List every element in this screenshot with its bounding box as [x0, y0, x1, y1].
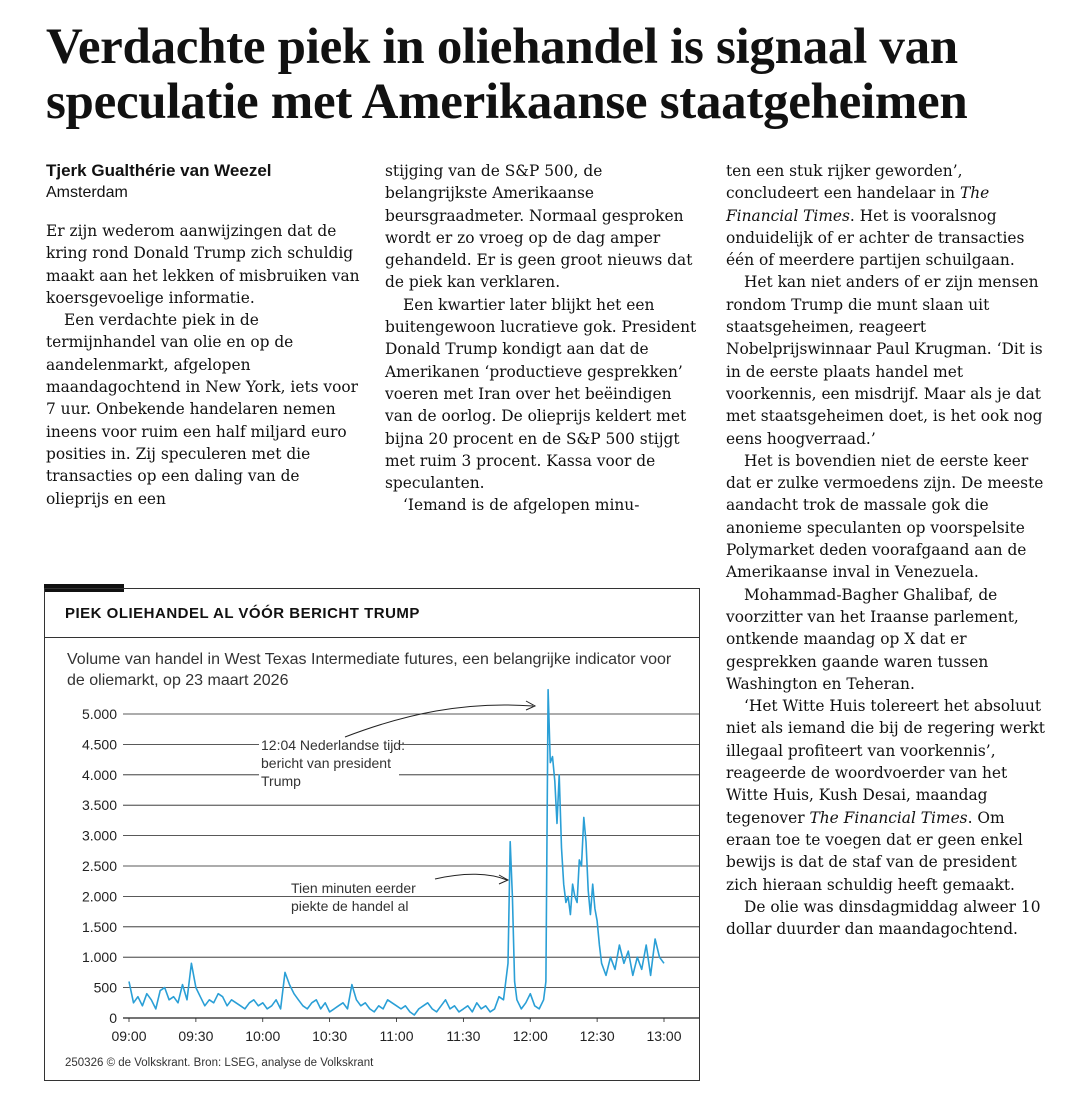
x-tick-label: 12:00 [512, 1028, 548, 1044]
y-tick-label: 500 [93, 979, 117, 996]
x-tick-label: 09:30 [178, 1028, 214, 1044]
annotation-trump-arrow [345, 705, 533, 737]
annotation-early-arrow [435, 874, 507, 880]
chart-subtitle: Volume van handel in West Texas Intermediate futures, een belangrijke indicator voor de oliemarkt, op 23 maart 2026 [67, 651, 672, 689]
article-paragraph: Mohammad-Bagher Ghalibaf, de voorzitter van het Iraanse parlement, ontkende maandag op X dat er gesprekken gaande waren tussen Washington en Teheran. [726, 585, 1019, 693]
y-tick-label: 4.500 [81, 736, 117, 753]
article-paragraph: Een kwartier later blijkt het een buitengewoon lucratieve gok. President Donald Trump kondigt aan dat de Amerikanen ‘productieve gesprekken’ voeren met Iran over het beëindigen van de oorlog. De olieprijs keldert met bijna 20 procent en de S&P 500 stijgt met ruim 3 procent. Kassa voor de speculanten. [385, 295, 697, 493]
chart-plot [45, 589, 699, 1080]
x-tick-label: 13:00 [646, 1028, 682, 1044]
text-run: . Het is vooralsnog onduidelijk of er achter de transacties één of meerdere partijen schuilgaan. [726, 206, 1025, 270]
annotation-trump-text: bericht van president [261, 755, 391, 771]
y-tick-label: 1.000 [81, 949, 117, 966]
article-paragraph [726, 695, 1046, 896]
annotation-early-arrowhead [499, 875, 508, 884]
annotation-trump-text: 12:04 Nederlandse tijd: [261, 737, 405, 753]
y-tick-label: 3.000 [81, 827, 117, 844]
publication-name: The Financial Times [726, 184, 990, 225]
text-run: . Om eraan toe te voegen dat er geen enkel bewijs is dat de staf van de president zich hieraan schuldig heeft gemaakt. [726, 808, 1023, 894]
y-tick-label: 3.500 [81, 797, 117, 814]
x-tick-label: 11:30 [446, 1028, 481, 1044]
chart-title: PIEK OLIEHANDEL AL VÓÓR BERICHT TRUMP [65, 605, 420, 622]
x-tick-label: 12:30 [579, 1028, 615, 1044]
annotation-early-text: piekte de handel al [291, 898, 409, 914]
article-paragraph: De olie was dinsdagmiddag alweer 10 dollar duurder dan maandagochtend. [726, 897, 1041, 939]
article-column-2 [385, 160, 703, 517]
headline [46, 20, 1056, 130]
text-run: ten een stuk rijker geworden’, concludeert een handelaar in [726, 162, 963, 203]
byline-place: Amsterdam [46, 184, 128, 201]
annotation-early-text: Tien minuten eerder [291, 880, 416, 896]
x-tick-label: 10:30 [312, 1028, 348, 1044]
headline-line-2: speculatie met Amerikaanse staatgeheimen [46, 74, 968, 130]
article-paragraph: Een verdachte piek in de termijnhandel van olie en op de aandelenmarkt, afgelopen maandagochtend in New York, iets voor 7 uur. Onbekende handelaren nemen ineens voor ruim een half miljard euro posities in. Zij speculeren met die transacties op een daling van de olieprijs en een [46, 311, 358, 508]
headline-line-1: Verdachte piek in oliehandel is signaal van [46, 19, 958, 75]
chart-source: 250326 © de Volkskrant. Bron: LSEG, analyse de Volkskrant [65, 1057, 374, 1069]
y-tick-label: 2.000 [81, 888, 117, 905]
x-tick-label: 11:00 [379, 1028, 414, 1044]
y-tick-label: 5.000 [81, 706, 117, 722]
article-paragraph: Het kan niet anders of er zijn mensen rondom Trump die munt slaan uit staatsgeheimen, reageert Nobelprijswinnaar Paul Krugman. ‘Dit is in de eerste plaats handel met voorkennis, een misdrijf. Maar als je dat met staatsgeheimen doet, is het ook nog eens hoogverraad.’ [726, 273, 1043, 448]
article-paragraph: Er zijn wederom aanwijzingen dat de kring rond Donald Trump zich schuldig maakt aan het lekken of misbruiken van koersgevoelige informatie. [46, 222, 360, 307]
article-paragraph [726, 160, 1046, 271]
x-tick-label: 10:00 [245, 1028, 281, 1044]
y-tick-label: 0 [109, 1010, 117, 1026]
article-column-3 [726, 160, 1046, 940]
y-tick-label: 1.500 [81, 918, 117, 935]
y-tick-label: 2.500 [81, 858, 117, 874]
article-paragraph: Het is bovendien niet de eerste keer dat er zulke vermoedens zijn. De meeste aandacht trok de massale gok die anonieme speculanten op voorspelsite Polymarket deden voorafgaand aan de Amerikaanse inval in Venezuela. [726, 451, 1044, 582]
article-paragraph: ‘Iemand is de afgelopen minu- [403, 496, 640, 515]
publication-name: The Financial Times [809, 808, 968, 827]
article-column-1 [46, 160, 364, 510]
chart-box [44, 588, 700, 1081]
y-tick-label: 4.000 [81, 766, 117, 783]
x-tick-label: 09:00 [111, 1028, 147, 1044]
article-paragraph: stijging van de S&P 500, de belangrijkste Amerikaanse beursgraadmeter. Normaal gesproken wordt er zo vroeg op de dag amper gehandeld. Er is geen groot nieuws dat de piek kan verklaren. [385, 162, 693, 292]
annotation-trump-text: Trump [261, 773, 301, 789]
byline-author: Tjerk Gualthérie van Weezel [46, 161, 272, 180]
text-run: ‘Het Witte Huis tolereert het absoluut niet als iemand die bij de regering werkt illegaal profiteert van voorkennis’, reageerde de woordvoerder van het Witte Huis, Kush Desai, maandag tegenover [726, 697, 1045, 827]
